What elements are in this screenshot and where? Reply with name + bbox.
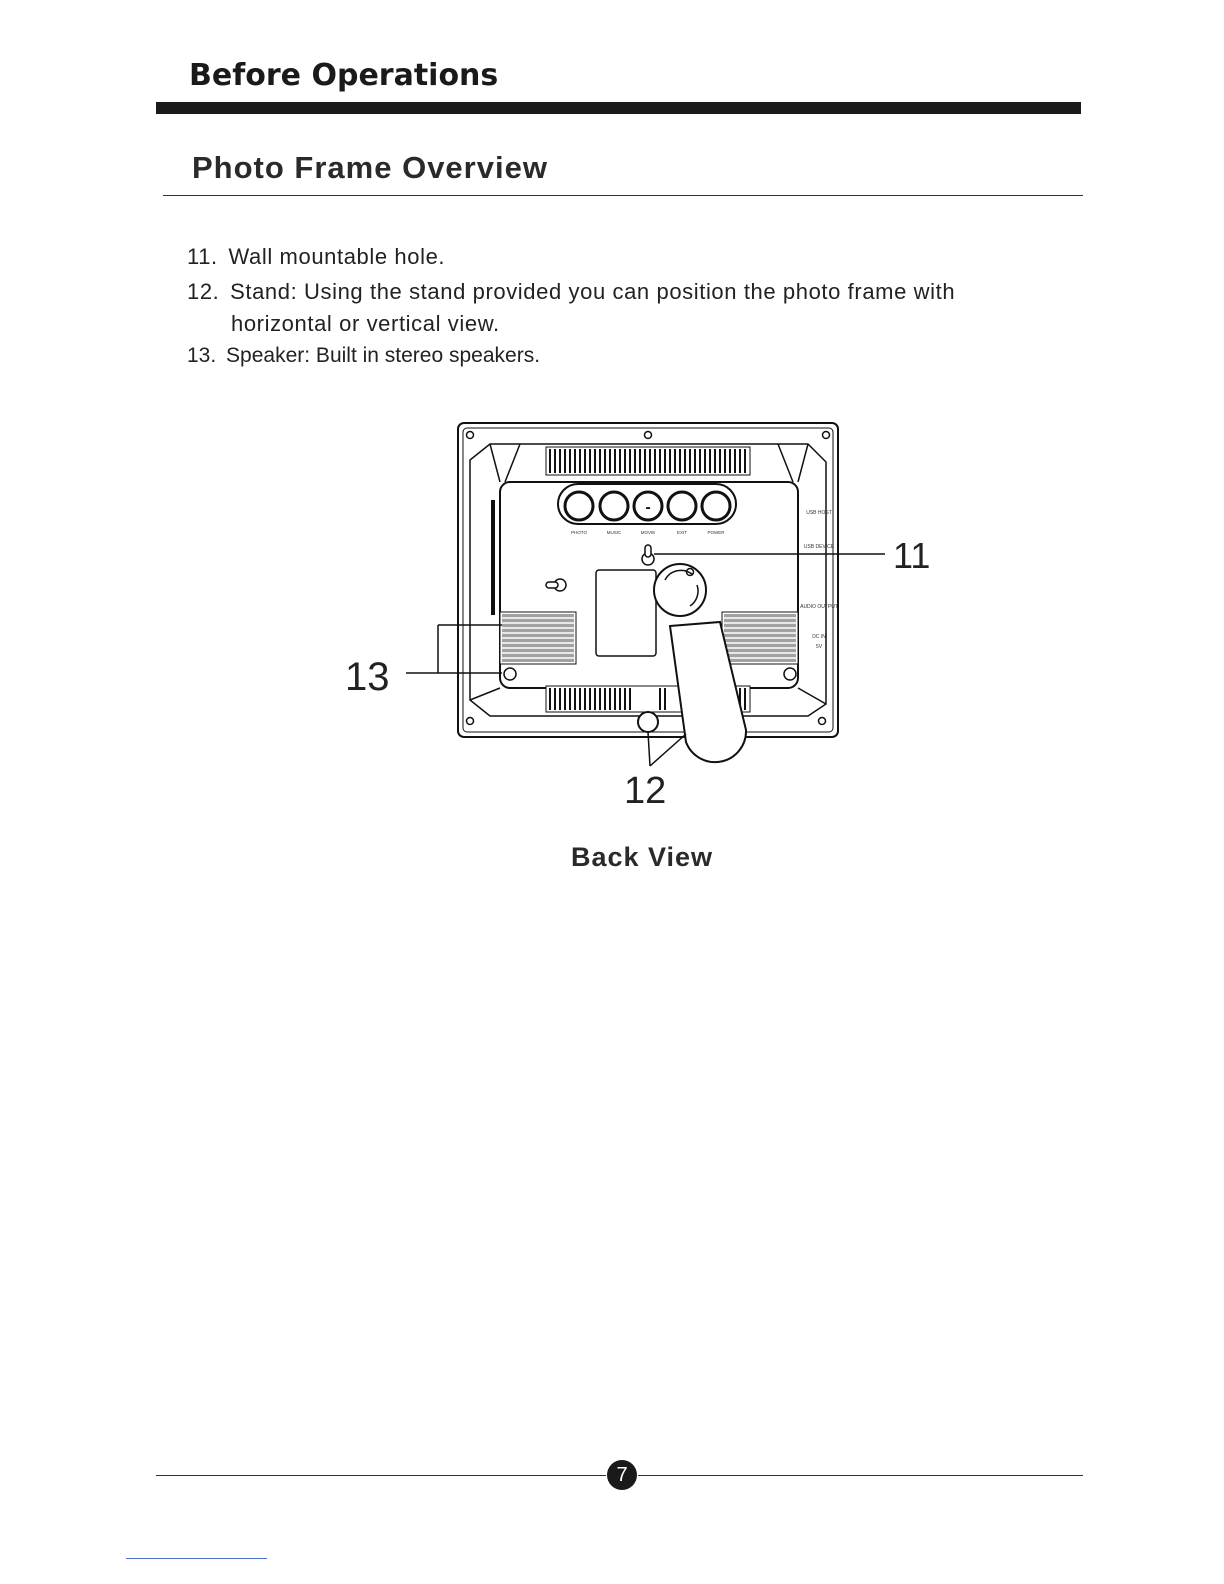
- port-label-audio-output: AUDIO OUTPUT: [800, 604, 838, 610]
- subsection-title: Photo Frame Overview: [192, 150, 548, 185]
- item-text: Stand: Using the stand provided you can position the photo frame with: [230, 279, 956, 304]
- item-number: 13.: [187, 344, 217, 367]
- page-number: 7: [607, 1460, 637, 1490]
- button-label-exit: EXIT: [676, 530, 688, 535]
- item-text: Speaker: Built in stereo speakers.: [226, 344, 541, 367]
- label-plate: [596, 570, 656, 656]
- item-continuation: horizontal or vertical view.: [231, 311, 500, 336]
- callout-13-label: 13: [345, 655, 390, 699]
- power-rating-label: 5V: [815, 644, 823, 650]
- music-button: [600, 492, 628, 520]
- callout-11-label: 11: [893, 535, 931, 576]
- exit-button: [668, 492, 696, 520]
- footer-link-underline: [126, 1558, 267, 1559]
- item-number: 11.: [187, 244, 218, 269]
- callout-12-label: 12: [624, 770, 667, 812]
- center-button-glyph: -: [645, 499, 651, 516]
- power-button: [702, 492, 730, 520]
- stand-slot: [638, 712, 658, 732]
- port-label-usb-host: USB HOST: [806, 510, 832, 516]
- footer-rule-left: [156, 1475, 606, 1476]
- button-label-movie: MOVIE: [640, 530, 656, 535]
- speaker-grille-left: [500, 612, 576, 664]
- speaker-grille-right: [722, 612, 798, 664]
- port-label-dc-in: DC IN: [812, 634, 826, 640]
- section-title: Before Operations: [189, 58, 499, 93]
- figure-caption: Back View: [570, 842, 714, 872]
- port-label-usb-device: USB DEVICE: [803, 544, 835, 550]
- footer-rule-right: [638, 1475, 1083, 1476]
- side-slot: [491, 500, 495, 615]
- item-number: 12.: [187, 279, 220, 304]
- button-label-music: MUSIC: [606, 530, 622, 535]
- item-text: Wall mountable hole.: [228, 244, 446, 269]
- photo-button: [565, 492, 593, 520]
- button-label-power: POWER: [707, 530, 725, 535]
- button-label-photo: PHOTO: [571, 530, 587, 535]
